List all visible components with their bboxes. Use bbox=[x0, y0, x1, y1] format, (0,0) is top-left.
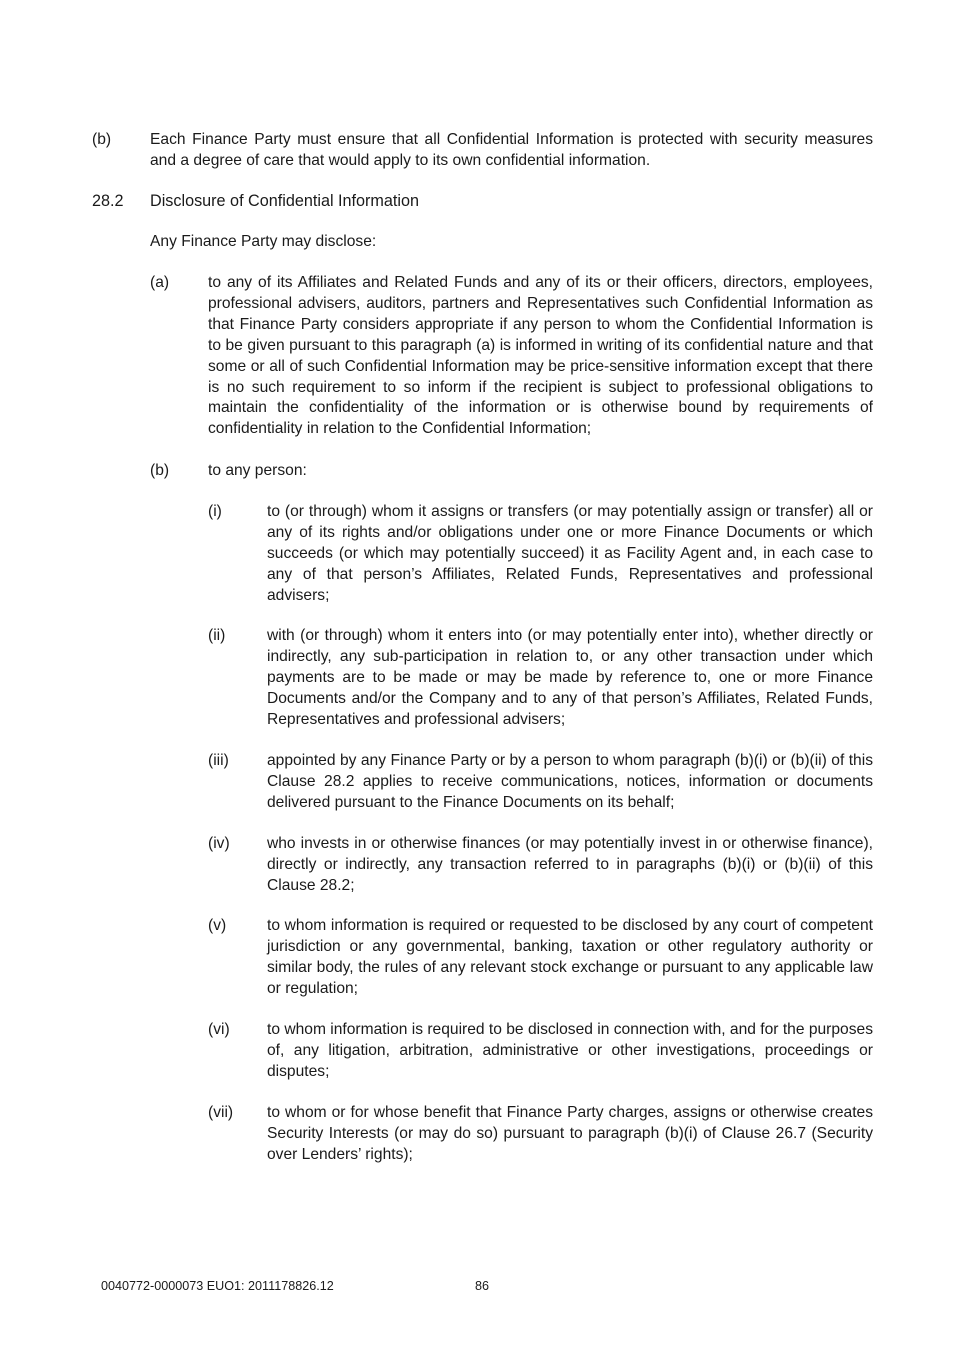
paragraph-label: (b) bbox=[92, 131, 112, 148]
subitem-label: (i) bbox=[208, 503, 222, 520]
subitem-label: (vii) bbox=[208, 1104, 234, 1121]
paragraph-label: (a) bbox=[150, 274, 170, 291]
footer-doc-ref: 0040772-0000073 EUO1: 2011178826.12 bbox=[101, 1279, 334, 1293]
subitem-label: (vi) bbox=[208, 1021, 230, 1038]
subitem-label: (iv) bbox=[208, 835, 230, 852]
paragraph-text: to any of its Affiliates and Related Funds and any of its or their officers, directors, employees, professional advisers, auditors, partners and Representatives such Confidential Information as that Finance Party considers appropriate if any person to whom the Confidential Information is to be given pursuant to this paragraph (a) is informed in writing of its confidential nature and that some or all of such Confidential Information may be price-sensitive information except that there is no such requirement to so inform if the recipient is subject to professional obligations to maintain the confidentiality of the information or is otherwise bound by requirements of confidentiality in relation to the Confidential Information; bbox=[208, 274, 873, 438]
subitem-text: appointed by any Finance Party or by a person to whom paragraph (b)(i) or (b)(ii) of this Clause 28.2 applies to receive communications, notices, information or documents delivered pursuant to the Finance Documents on its behalf; bbox=[267, 752, 873, 811]
subitem-label: (v) bbox=[208, 917, 227, 934]
subitem-text: who invests in or otherwise finances (or may potentially invest in or otherwise finance), directly or indirectly, any transaction referred to in paragraphs (b)(i) or (b)(ii) of this Clause 28.2; bbox=[267, 835, 873, 894]
subitem-text: to whom information is required or requested to be disclosed by any court of competent jurisdiction or any governmental, banking, taxation or other regulatory authority or similar body, the rules of any relevant stock exchange or pursuant to any applicable law or regulation; bbox=[267, 917, 873, 997]
section-title: Disclosure of Confidential Information bbox=[150, 192, 420, 210]
subitem-text: to whom information is required to be disclosed in connection with, and for the purposes of, any litigation, arbitration, administrative or other investigations, proceedings or disputes; bbox=[267, 1021, 873, 1080]
subitem-label: (ii) bbox=[208, 627, 226, 644]
footer-page-number: 86 bbox=[475, 1279, 490, 1293]
subitem-text: with (or through) whom it enters into (or may potentially enter into), whether directly or indirectly, any sub-participation in relation to, or any other transaction under which payments are to be made or may be made by reference to, one or more Finance Documents and/or the Company and to any of that person’s Affiliates, Related Funds, Representatives and professional advisers; bbox=[267, 627, 873, 728]
section-intro: Any Finance Party may disclose: bbox=[150, 233, 377, 250]
paragraph-label: (b) bbox=[150, 462, 170, 479]
subitem-text: to whom or for whose benefit that Finance Party charges, assigns or otherwise creates Security Interests (or may do so) pursuant to paragraph (b)(i) of Clause 26.7 (Security over Lenders’ rights); bbox=[267, 1104, 873, 1163]
paragraph-text: Each Finance Party must ensure that all Confidential Information is protected with security measures and a degree of care that would apply to its own confidential information. bbox=[150, 131, 873, 169]
paragraph-text: to any person: bbox=[208, 462, 307, 479]
subitem-text: to (or through) whom it assigns or transfers (or may potentially assign or transfer) all or any of its rights and/or obligations under one or more Finance Documents or which succeeds (or which may potentially succeed) it as Facility Agent and, in each case to any of that person’s Affiliates, Related Funds, Representatives and professional advisers; bbox=[267, 503, 873, 604]
section-number: 28.2 bbox=[92, 192, 124, 210]
subitem-label: (iii) bbox=[208, 752, 229, 769]
